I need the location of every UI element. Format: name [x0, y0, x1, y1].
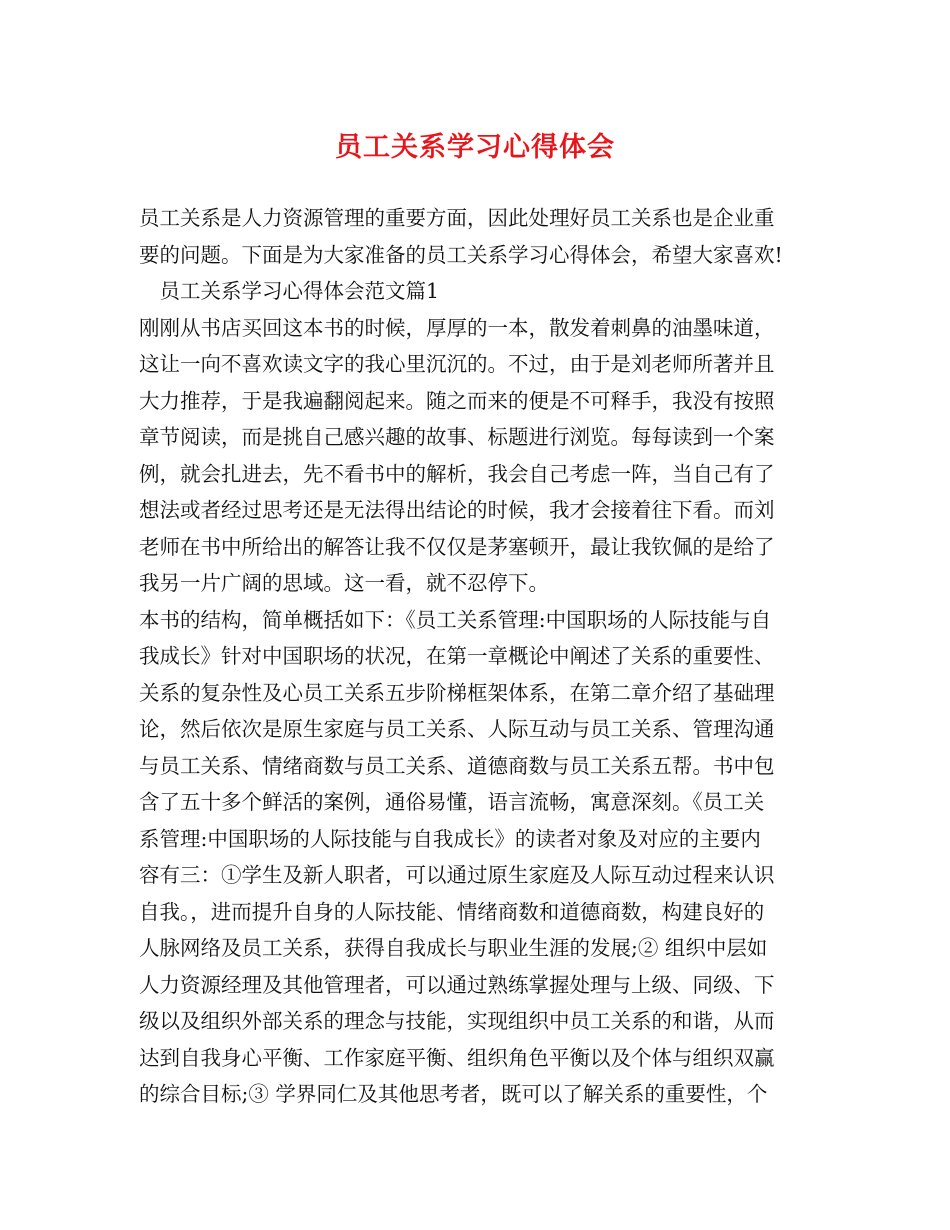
body-line: 的综合目标;③ 学界同仁及其他思考者，既可以了解关系的重要性，个 [139, 1082, 768, 1106]
body-line: 系管理:中国职场的人际技能与自我成长》的读者对象及对应的主要内 [139, 826, 761, 851]
body-line: 本书的结构，简单概括如下：《员工关系管理:中国职场的人际技能与自 [139, 607, 772, 632]
body-line: 大力推荐，于是我遍翻阅起来。随之而来的便是不可释手，我没有按照 [139, 388, 775, 413]
body-line: 论，然后依次是原生家庭与员工关系、人际互动与员工关系、管理沟通 [139, 717, 775, 741]
body-line: 人脉网络及员工关系，获得自我成长与职业生涯的发展;② 组织中层如 [139, 936, 768, 960]
body-line: 达到自我身心平衡、工作家庭平衡、组织角色平衡以及个体与组织双赢 [139, 1045, 775, 1070]
section-heading: 员工关系学习心得体会范文篇1 [139, 279, 440, 303]
body-line: 想法或者经过思考还是无法得出结论的时候，我才会接着往下看。而刘 [139, 498, 775, 522]
body-line: 我成长》针对中国职场的状况，在第一章概论中阐述了关系的重要性、 [139, 644, 775, 668]
body-line: 人力资源经理及其他管理者，可以通过熟练掌握处理与上级、同级、下 [139, 972, 775, 997]
body-line: 这让一向不喜欢读文字的我心里沉沉的。不过，由于是刘老师所著并且 [139, 352, 775, 376]
body-line: 级以及组织外部关系的理念与技能，实现组织中员工关系的和谐，从而 [139, 1009, 775, 1033]
document-body [139, 200, 814, 1113]
body-line: 我另一片广阔的思域。这一看，就不忍停下。 [139, 571, 549, 595]
body-line: 老师在书中所给出的解答让我不仅仅是茅塞顿开，最让我钦佩的是给了 [139, 534, 775, 559]
body-line: 含了五十多个鲜活的案例，通俗易懂，语言流畅，寓意深刻。《员工关 [139, 790, 765, 814]
body-line: 关系的复杂性及心员工关系五步阶梯框架体系，在第二章介绍了基础理 [139, 680, 775, 705]
body-line: 自我。，进而提升自身的人际技能、情绪商数和道德商数，构建良好的 [139, 899, 765, 924]
body-line: 容有三：①学生及新人职者，可以通过原生家庭及人际互动过程来认识 [139, 863, 775, 887]
body-line: 与员工关系、情绪商数与员工关系、道德商数与员工关系五帮。书中包 [139, 753, 775, 778]
document-title: 员工关系学习心得体会 [335, 132, 615, 163]
body-line: 员工关系是人力资源管理的重要方面，因此处理好员工关系也是企业重 [139, 206, 775, 230]
body-line: 刚刚从书店买回这本书的时候，厚厚的一本，散发着刺鼻的油墨味道， [139, 315, 775, 340]
body-line: 要的问题。下面是为大家准备的员工关系学习心得体会，希望大家喜欢! [139, 242, 783, 267]
body-line: 章节阅读，而是挑自己感兴趣的故事、标题进行浏览。每每读到一个案 [139, 425, 775, 449]
body-line: 例，就会扎进去，先不看书中的解析，我会自己考虑一阵，当自己有了 [139, 461, 775, 486]
